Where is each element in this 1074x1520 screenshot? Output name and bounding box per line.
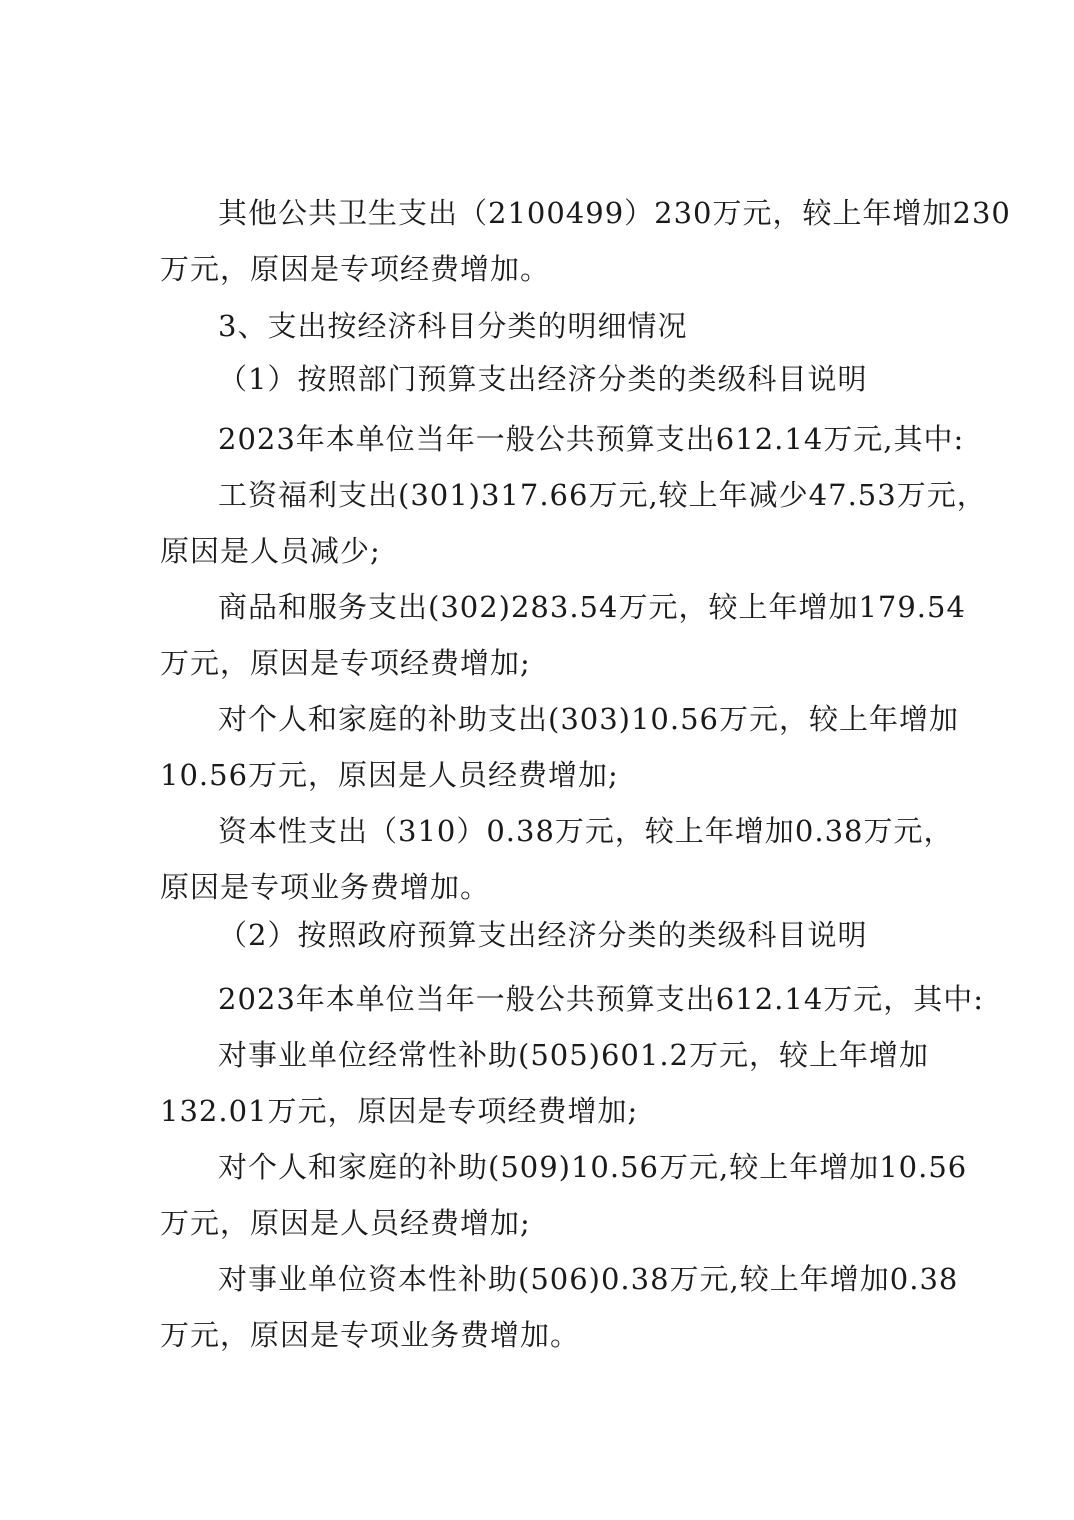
text-line: 2023年本单位当年一般公共预算支出612.14万元,其中: xyxy=(218,422,965,456)
text-line: 原因是专项业务费增加。 xyxy=(160,870,491,904)
text-line: 万元，原因是专项经费增加。 xyxy=(160,252,551,286)
text-line: 其他公共卫生支出（2100499）230万元，较上年增加230 xyxy=(218,196,1011,230)
text-line: 商品和服务支出(302)283.54万元，较上年增加179.54 xyxy=(218,590,966,624)
text-line: 万元，原因是专项业务费增加。 xyxy=(160,1318,581,1352)
text-line: 对事业单位资本性补助(506)0.38万元,较上年增加0.38 xyxy=(218,1262,959,1296)
text-line: 工资福利支出(301)317.66万元,较上年减少47.53万元， xyxy=(218,478,987,512)
text-line: 对个人和家庭的补助支出(303)10.56万元，较上年增加 xyxy=(218,702,960,736)
subsection-heading: （1）按照部门预算支出经济分类的类级科目说明 xyxy=(218,362,868,396)
text-line: 万元，原因是人员经费增加; xyxy=(160,1206,531,1240)
text-line: 万元，原因是专项经费增加; xyxy=(160,646,531,680)
text-line: 132.01万元，原因是专项经费增加; xyxy=(160,1094,639,1128)
text-line: 对事业单位经常性补助(505)601.2万元，较上年增加 xyxy=(218,1038,930,1072)
text-line: 10.56万元，原因是人员经费增加; xyxy=(160,758,619,792)
text-line: 2023年本单位当年一般公共预算支出612.14万元，其中: xyxy=(218,982,985,1016)
text-line: 对个人和家庭的补助(509)10.56万元,较上年增加10.56 xyxy=(218,1150,968,1184)
subsection-heading: （2）按照政府预算支出经济分类的类级科目说明 xyxy=(218,918,868,952)
section-heading: 3、支出按经济科目分类的明细情况 xyxy=(218,309,688,343)
text-line: 资本性支出（310）0.38万元，较上年增加0.38万元， xyxy=(218,814,954,848)
text-line: 原因是人员减少; xyxy=(160,534,381,568)
